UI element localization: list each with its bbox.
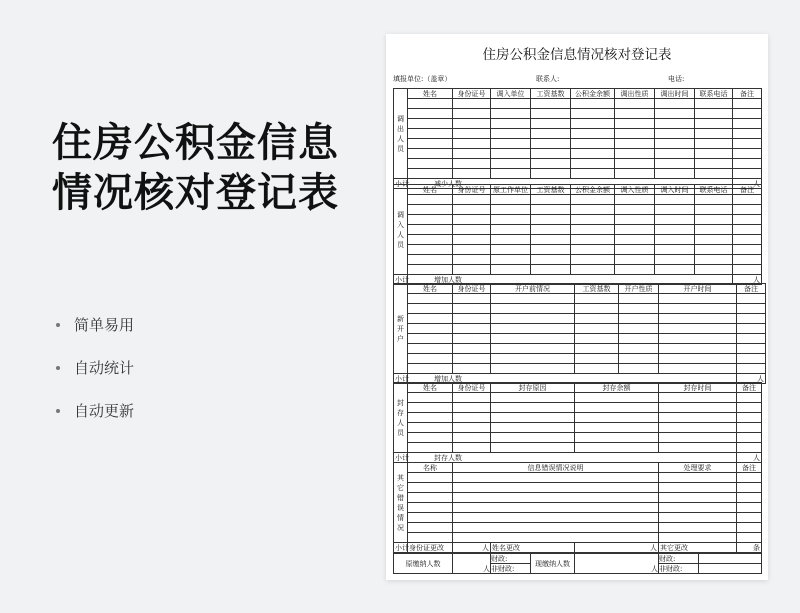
table-row[interactable] bbox=[394, 483, 762, 493]
sheet-title: 住房公积金信息情况核对登记表 bbox=[482, 47, 672, 63]
table-row[interactable] bbox=[394, 225, 762, 235]
name-change-unit: 人 bbox=[575, 543, 659, 553]
table-row[interactable] bbox=[394, 205, 762, 215]
table-row[interactable] bbox=[394, 119, 762, 129]
table-row[interactable] bbox=[394, 423, 762, 433]
sealed-accounts-table bbox=[393, 382, 762, 463]
column-header: 工资基数 bbox=[531, 185, 571, 195]
name-change-label: 姓名更改 bbox=[491, 543, 575, 553]
column-header: 工资基数 bbox=[531, 89, 571, 99]
transfer-out-table bbox=[393, 88, 762, 189]
contact-field-label: 联系人: bbox=[536, 75, 560, 83]
table-row[interactable] bbox=[394, 334, 766, 344]
original-non-finance-label: 非财政: bbox=[491, 564, 531, 574]
count-label: 增加人数 bbox=[408, 275, 733, 285]
transfer-out-side-label: 调 出 人 员 bbox=[394, 89, 408, 179]
column-header: 联系电话 bbox=[695, 89, 733, 99]
subtotal-row bbox=[394, 543, 762, 553]
table-row[interactable] bbox=[394, 235, 762, 245]
table-row[interactable] bbox=[394, 433, 762, 443]
count-label: 封存人数 bbox=[408, 453, 737, 463]
feature-item-easy: 简单易用 bbox=[52, 312, 134, 355]
table-row[interactable] bbox=[394, 523, 762, 533]
subtotal-label: 小计 bbox=[395, 453, 409, 462]
current-finance-label: 财政: bbox=[659, 554, 699, 564]
table-row[interactable] bbox=[394, 354, 766, 364]
table-row[interactable] bbox=[394, 255, 762, 265]
id-change-unit: 人 bbox=[453, 543, 491, 553]
sealed-side-label: 封 存 人 员 bbox=[394, 383, 408, 453]
id-change-label: 身份证更改 bbox=[408, 543, 453, 553]
transfer-in-side-label: 调 入 人 员 bbox=[394, 185, 408, 275]
table-row[interactable] bbox=[394, 265, 762, 275]
other-change-label: 其它更改 bbox=[659, 543, 737, 553]
column-header: 身份证号 bbox=[453, 185, 491, 195]
table-row[interactable] bbox=[394, 443, 762, 453]
column-header: 姓名 bbox=[408, 284, 453, 294]
current-payer-count-unit: 人 bbox=[575, 554, 659, 574]
table-row[interactable] bbox=[394, 314, 766, 324]
table-row[interactable] bbox=[394, 109, 762, 119]
column-header: 工资基数 bbox=[575, 284, 619, 294]
table-row[interactable] bbox=[394, 344, 766, 354]
table-row[interactable] bbox=[394, 403, 762, 413]
table-row[interactable] bbox=[394, 513, 762, 523]
count-unit: 人 bbox=[733, 179, 762, 189]
column-header: 身份证号 bbox=[453, 89, 491, 99]
hero-title bbox=[52, 118, 372, 218]
column-header: 封存原因 bbox=[491, 383, 575, 393]
column-header: 姓名 bbox=[408, 383, 453, 393]
table-row[interactable] bbox=[394, 473, 762, 483]
column-header: 备注 bbox=[733, 185, 762, 195]
hero-title-line-1: 住房公积金信息 bbox=[52, 120, 339, 166]
table-row[interactable] bbox=[394, 149, 762, 159]
column-header: 姓名 bbox=[408, 89, 453, 99]
count-label: 增加人数 bbox=[408, 374, 737, 384]
current-non-finance-label: 非财政: bbox=[659, 564, 699, 574]
column-header: 信息错误情况说明 bbox=[453, 463, 659, 473]
column-header: 开户时间 bbox=[659, 284, 737, 294]
table-row[interactable] bbox=[394, 493, 762, 503]
table-row[interactable] bbox=[394, 245, 762, 255]
original-payer-count-unit: 人 bbox=[453, 554, 491, 574]
column-header: 公积金余额 bbox=[571, 89, 615, 99]
column-header: 身份证号 bbox=[453, 284, 491, 294]
original-finance-label: 财政: bbox=[491, 554, 531, 564]
feature-item-auto-update: 自动更新 bbox=[52, 398, 134, 441]
count-unit: 人 bbox=[737, 374, 766, 384]
column-header: 公积金余额 bbox=[571, 185, 615, 195]
other-change-unit: 条 bbox=[737, 543, 762, 553]
column-header: 调出时间 bbox=[655, 89, 695, 99]
table-row[interactable] bbox=[394, 304, 766, 314]
new-account-side-label: 新 开 户 bbox=[394, 284, 408, 374]
table-row[interactable] bbox=[394, 169, 762, 179]
table-row[interactable] bbox=[394, 413, 762, 423]
phone-field-label: 电话: bbox=[668, 75, 685, 83]
new-account-table bbox=[393, 283, 766, 384]
feature-item-auto-stats: 自动统计 bbox=[52, 355, 134, 398]
column-header: 名称 bbox=[408, 463, 453, 473]
form-preview-sheet bbox=[386, 34, 768, 580]
feature-list bbox=[52, 312, 134, 441]
table-row[interactable] bbox=[394, 294, 766, 304]
column-header: 开户前情况 bbox=[491, 284, 575, 294]
hero-title-line-2: 情况核对登记表 bbox=[52, 170, 339, 216]
table-row[interactable] bbox=[394, 364, 766, 374]
column-header: 调入时间 bbox=[655, 185, 695, 195]
column-header: 调入单位 bbox=[491, 89, 531, 99]
column-header: 备注 bbox=[737, 463, 762, 473]
table-row[interactable] bbox=[394, 215, 762, 225]
other-errors-side-label: 其 它 错 误 情 况 bbox=[394, 463, 408, 543]
count-label: 减少人数 bbox=[408, 179, 733, 189]
table-row[interactable] bbox=[394, 129, 762, 139]
subtotal-label: 小计 bbox=[395, 275, 409, 284]
column-header: 封存时间 bbox=[659, 383, 737, 393]
table-row[interactable] bbox=[394, 533, 762, 543]
count-unit: 人 bbox=[737, 453, 762, 463]
column-header: 封存余额 bbox=[575, 383, 659, 393]
table-row[interactable] bbox=[394, 195, 762, 205]
column-header: 身份证号 bbox=[453, 383, 491, 393]
table-row[interactable] bbox=[394, 503, 762, 513]
count-unit: 人 bbox=[733, 275, 762, 285]
current-payer-count-label: 现缴纳人数 bbox=[531, 554, 575, 574]
table-row[interactable] bbox=[394, 159, 762, 169]
other-errors-table bbox=[393, 462, 762, 553]
table-row[interactable] bbox=[394, 139, 762, 149]
subtotal-label: 小计 bbox=[395, 543, 409, 552]
column-header: 备注 bbox=[737, 284, 766, 294]
unit-field-label: 填报单位:（盖章） bbox=[393, 75, 452, 83]
original-payer-count-label: 原缴纳人数 bbox=[394, 554, 453, 574]
column-header: 备注 bbox=[737, 383, 762, 393]
subtotal-row bbox=[394, 453, 762, 463]
payer-summary-table bbox=[393, 553, 762, 574]
table-row[interactable] bbox=[394, 99, 762, 109]
column-header: 姓名 bbox=[408, 185, 453, 195]
column-header: 调入性质 bbox=[615, 185, 655, 195]
subtotal-label: 小计 bbox=[395, 374, 409, 383]
column-header: 联系电话 bbox=[695, 185, 733, 195]
column-header: 原工作单位 bbox=[491, 185, 531, 195]
column-header: 调出性质 bbox=[615, 89, 655, 99]
table-row[interactable] bbox=[394, 324, 766, 334]
table-row[interactable] bbox=[394, 393, 762, 403]
transfer-in-table bbox=[393, 184, 762, 285]
column-header: 备注 bbox=[733, 89, 762, 99]
subtotal-label: 小计 bbox=[395, 179, 409, 188]
column-header: 处理要求 bbox=[659, 463, 737, 473]
column-header: 开户性质 bbox=[619, 284, 659, 294]
